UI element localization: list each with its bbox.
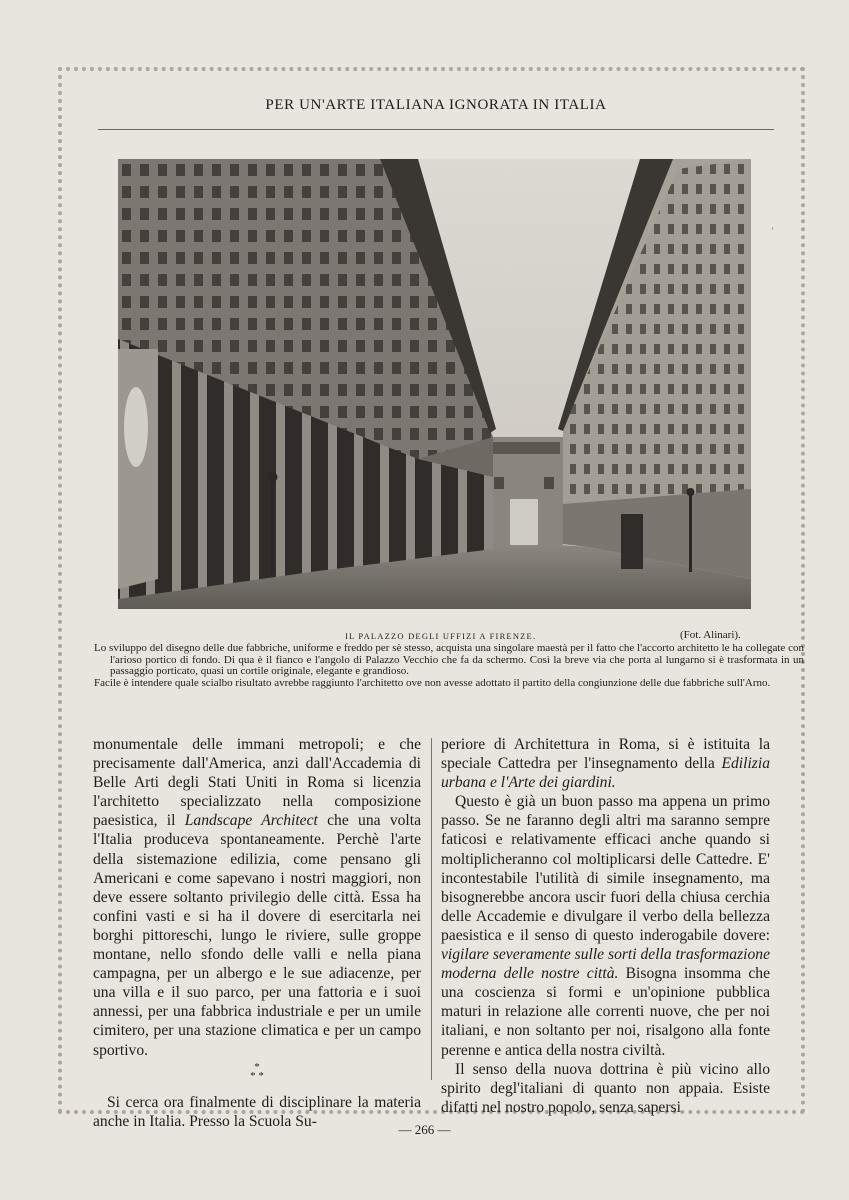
body-paragraph	[441, 792, 770, 1059]
section-asterism	[93, 1060, 421, 1082]
caption-paragraph: Facile è intendere quale scialbo risultato avrebbe raggiunto l'architetto ove non avesse adottato il partito della congiunzione delle due fabbriche sull'Arno.	[94, 676, 771, 689]
body-paragraph: Il senso della nuova dottrina è più vicino allo spirito degl'italiani di quanto non appaia. Esiste difatti nel nostro popolo, senza sapersi	[441, 1060, 770, 1116]
page-number: — 266 —	[398, 1122, 451, 1137]
photo-illustration	[118, 159, 751, 609]
text-column-right	[441, 735, 770, 1117]
figure-caption-text	[94, 643, 804, 689]
figure-caption-title: IL PALAZZO DEGLI UFFIZI A FIRENZE.	[345, 631, 537, 641]
body-paragraph	[93, 735, 421, 1060]
body-text: Bisogna insomma che una coscienza si formi e un'opinione pubblica maturi in relazione alle correnti nuove, che per noi italiani, e non soltanto per noi, risalgono alla fonte perenne e antica della nostra civiltà.	[441, 965, 770, 1059]
body-text: monumentale delle immani metropoli; e che precisamente dall'America, anzi dall'Accademia di Belle Arti degli Stati Uniti in Roma si licenzia l'architetto specializzato nella composizione paesistica, il	[93, 736, 421, 830]
body-text: periore di Architettura in Roma, si è istituita la speciale Cattedra per l'insegnamento della	[441, 736, 770, 773]
header-rule	[98, 129, 774, 130]
caption-paragraph: Lo sviluppo del disegno delle due fabbriche, uniforme e freddo per sè stesso, acquista una singolare maestà per il fatto che l'accorto architetto le ha collegate con l'arioso portico di fondo. Di qua è il fianco e l'angolo di Palazzo Vecchio che fa da schermo. Così la breve via che porta al lungarno si è trasformata in un passaggio porticato, quasi un cortile originale, elegante e grandioso.	[94, 642, 804, 677]
body-paragraph: Si cerca ora finalmente di disciplinare la materia anche in Italia. Presso la Scuola Su-	[93, 1093, 421, 1130]
running-title: PER UN'ARTE ITALIANA IGNORATA IN ITALIA	[265, 97, 607, 113]
column-divider	[431, 738, 432, 1080]
uffizi-photograph	[118, 159, 751, 609]
body-text: Questo è già un buon passo ma appena un primo passo. Se ne faranno degli altri ma saranno sempre faticosi e relativamente efficaci anche quando si moltiplicheranno col moltiplicarsi delle Cattedre. E' incontestabile l'utilità di simile insegnamento, ma bisognerebbe ancora uscir fuori della chiusa cerchia delle Accademie e divulgare il verbo della bellezza paesistica e il senso di questo inderogabile dovere:	[441, 793, 770, 944]
body-text-italic: Landscape Architect	[184, 812, 318, 830]
asterism-bottom: * *	[250, 1069, 264, 1082]
asterism-top: *	[254, 1060, 260, 1073]
photo-credit: (Fot. Alinari).	[680, 629, 741, 641]
stray-mark: '	[772, 226, 774, 236]
body-text-italic: vigilare severamente sulle sorti della trasformazione moderna delle nostre città.	[441, 946, 771, 983]
body-text: che una volta l'Italia produceva spontaneamente. Perchè l'arte della sistemazione edilizia, come pensano gli Americani e come sapevano i nostri maggiori, non deve essere soltanto privilegio delle città. Essa ha confini vasti e si ha il dovere di esercitarla nei borghi pittoreschi, lungo le riviere, sulle groppe montane, nello sfondo delle valli e nella piana campagna, per un albergo e le sue adiacenze, per una villa e il suo parco, per una fattoria e i suoi annessi, per una fabbrica industriale e per un umile cimitero, per una stazione climatica e per un campo sportivo.	[93, 812, 421, 1059]
body-paragraph	[441, 735, 770, 792]
body-text-italic: Edilizia urbana e l'Arte dei giardini.	[441, 755, 770, 792]
text-column-left	[93, 735, 421, 1131]
